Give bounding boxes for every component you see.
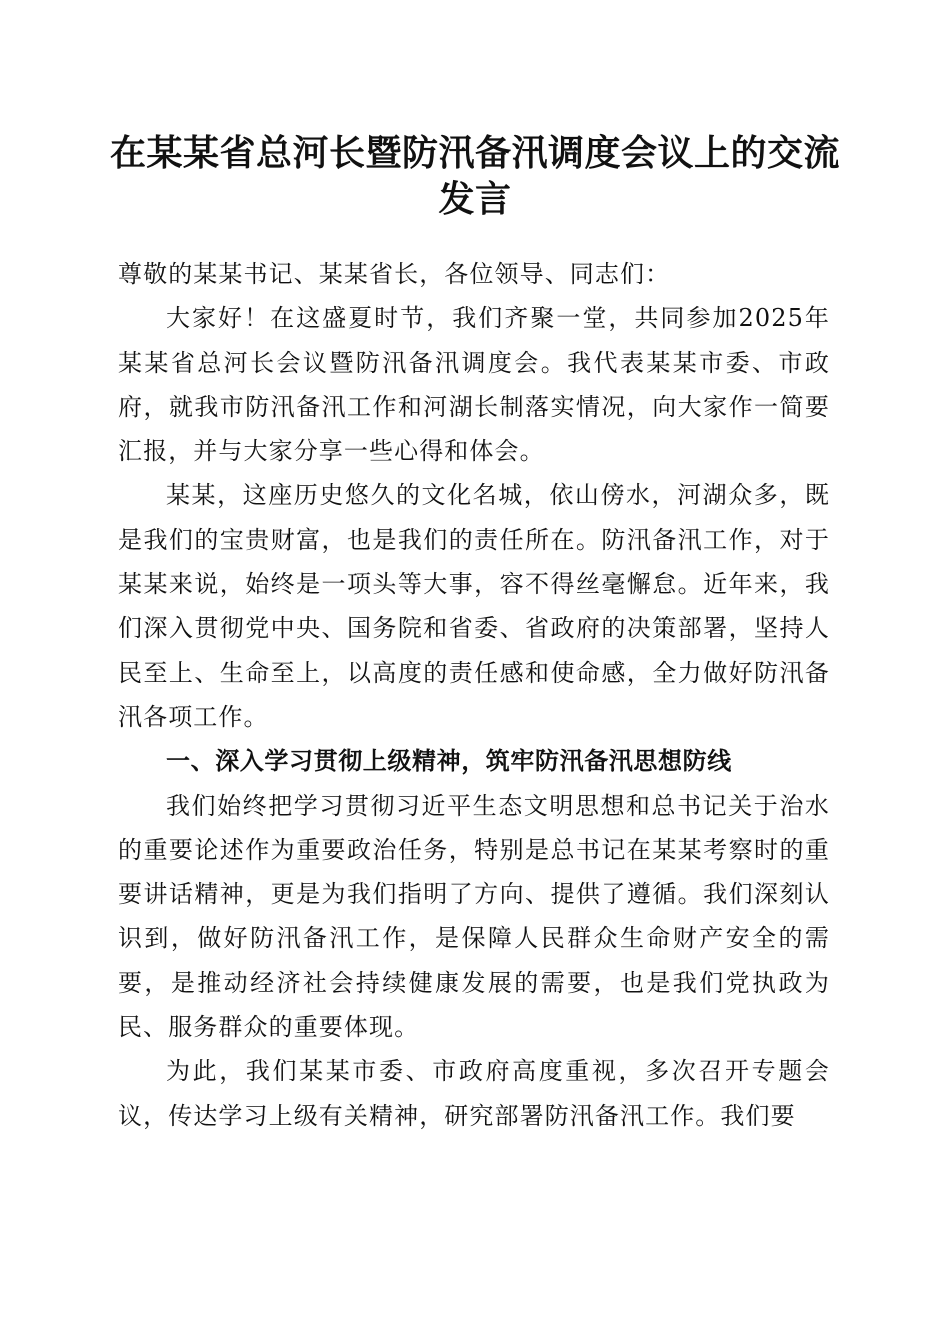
opening-paragraph: 大家好！在这盛夏时节，我们齐聚一堂，共同参加2025年某某省总河长会议暨防汛备汛调度会。我代表某某市委、市政府，就我市防汛备汛工作和河湖长制落实情况，向大家作一简要汇报，并与大家分享一些心得和体会。	[118, 304, 830, 466]
section-heading: 一、深入学习贯彻上级精神，筑牢防汛备汛思想防线	[166, 747, 732, 776]
section-paragraph: 为此，我们某某市委、市政府高度重视，多次召开专题会议，传达学习上级有关精神，研究部署防汛备汛工作。我们要	[118, 1057, 830, 1130]
title-line-2: 发言	[438, 178, 512, 220]
salutation: 尊敬的某某书记、某某省长，各位领导、同志们：	[118, 260, 671, 288]
document-body	[118, 252, 830, 1138]
section-paragraph: 我们始终把学习贯彻习近平生态文明思想和总书记关于治水的重要论述作为重要政治任务，特别是总书记在某某考察时的重要讲话精神，更是为我们指明了方向、提供了遵循。我们深刻认识到，做好防汛备汛工作，是保障人民群众生命财产安全的需要，是推动经济社会持续健康发展的需要，也是我们党执政为民、服务群众的重要体现。	[118, 791, 830, 1042]
title-line-1: 在某某省总河长暨防汛备汛调度会议上的交流	[109, 132, 840, 174]
background-paragraph: 某某，这座历史悠久的文化名城，依山傍水，河湖众多，既是我们的宝贵财富，也是我们的责任所在。防汛备汛工作，对于某某来说，始终是一项头等大事，容不得丝毫懈怠。近年来，我们深入贯彻党中央、国务院和省委、省政府的决策部署，坚持人民至上、生命至上，以高度的责任感和使命感，全力做好防汛备汛各项工作。	[118, 481, 830, 731]
document-title	[100, 130, 850, 222]
